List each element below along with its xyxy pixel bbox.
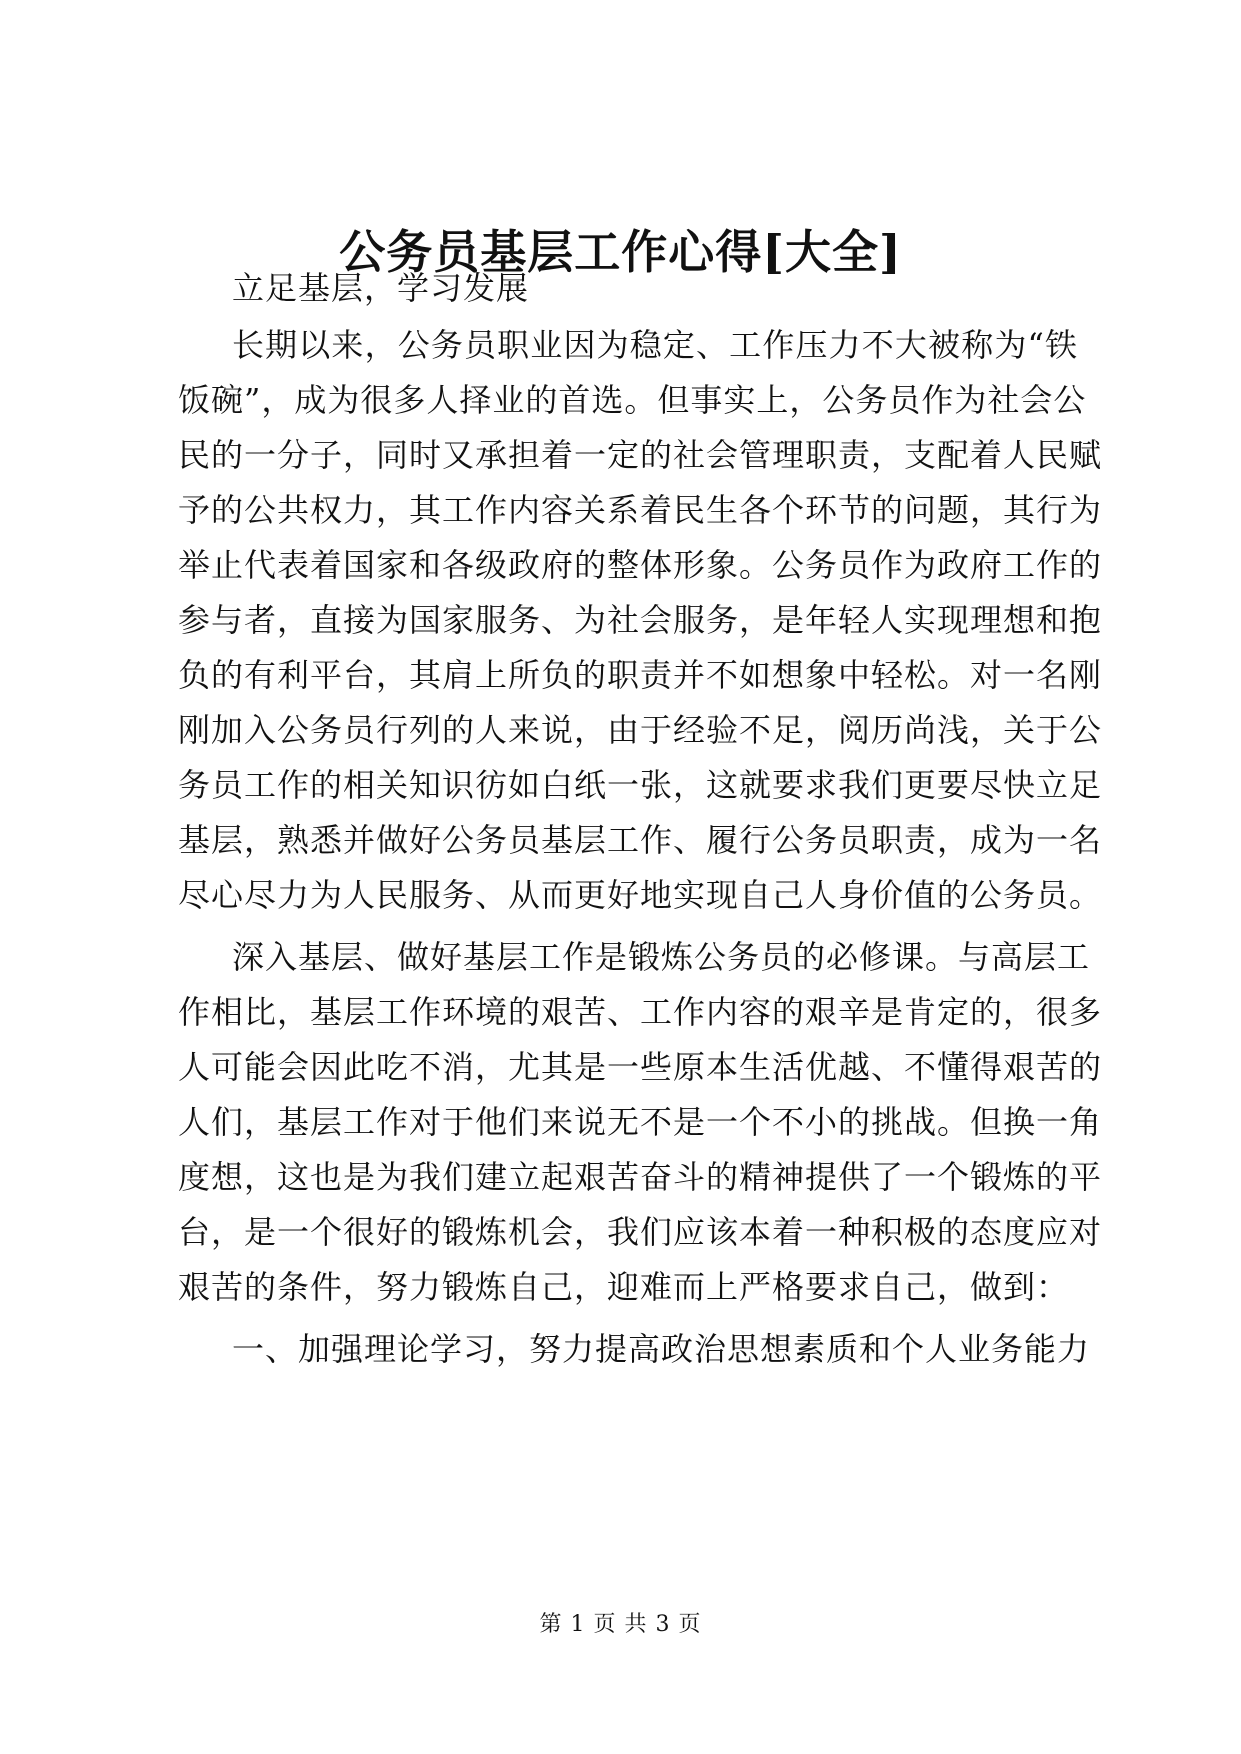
paragraph-line: 负的有利平台，其肩上所负的职责并不如想象中轻松。对一名刚 bbox=[178, 656, 1103, 694]
paragraph-line: 举止代表着国家和各级政府的整体形象。公务员作为政府工作的 bbox=[178, 546, 1103, 584]
page-footer: 第 1 页 共 3 页 bbox=[539, 1612, 702, 1637]
section-heading: 一、加强理论学习，努力提高政治思想素质和个人业务能力 bbox=[232, 1330, 1091, 1368]
subtitle: 立足基层，学习发展 bbox=[232, 269, 530, 307]
paragraph-line: 台，是一个很好的锻炼机会，我们应该本着一种积极的态度应对 bbox=[178, 1213, 1103, 1251]
paragraph-line: 作相比，基层工作环境的艰苦、工作内容的艰辛是肯定的，很多 bbox=[178, 993, 1103, 1031]
document-title: 公务员基层工作心得[大全] bbox=[339, 225, 902, 279]
paragraph-line: 基层，熟悉并做好公务员基层工作、履行公务员职责，成为一名 bbox=[178, 821, 1103, 859]
paragraph-line: 人可能会因此吃不消，尤其是一些原本生活优越、不懂得艰苦的 bbox=[178, 1048, 1103, 1086]
paragraph-line: 尽心尽力为人民服务、从而更好地实现自己人身价值的公务员。 bbox=[178, 876, 1103, 914]
paragraph-line: 度想，这也是为我们建立起艰苦奋斗的精神提供了一个锻炼的平 bbox=[178, 1158, 1103, 1196]
paragraph-line: 深入基层、做好基层工作是锻炼公务员的必修课。与高层工 bbox=[232, 938, 1091, 976]
paragraph-line: 务员工作的相关知识彷如白纸一张，这就要求我们更要尽快立足 bbox=[178, 766, 1103, 804]
paragraph-line: 长期以来，公务员职业因为稳定、工作压力不大被称为“铁 bbox=[232, 326, 1078, 364]
paragraph-line: 人们，基层工作对于他们来说无不是一个不小的挑战。但换一角 bbox=[178, 1103, 1103, 1141]
paragraph-line: 予的公共权力，其工作内容关系着民生各个环节的问题，其行为 bbox=[178, 491, 1103, 529]
paragraph-line: 民的一分子，同时又承担着一定的社会管理职责，支配着人民赋 bbox=[178, 436, 1103, 474]
paragraph-line: 饭碗”，成为很多人择业的首选。但事实上，公务员作为社会公 bbox=[178, 381, 1087, 419]
paragraph-line: 参与者，直接为国家服务、为社会服务，是年轻人实现理想和抱 bbox=[178, 601, 1103, 639]
paragraph-line: 艰苦的条件，努力锻炼自己，迎难而上严格要求自己，做到： bbox=[178, 1268, 1070, 1306]
paragraph-line: 刚加入公务员行列的人来说，由于经验不足，阅历尚浅，关于公 bbox=[178, 711, 1103, 749]
